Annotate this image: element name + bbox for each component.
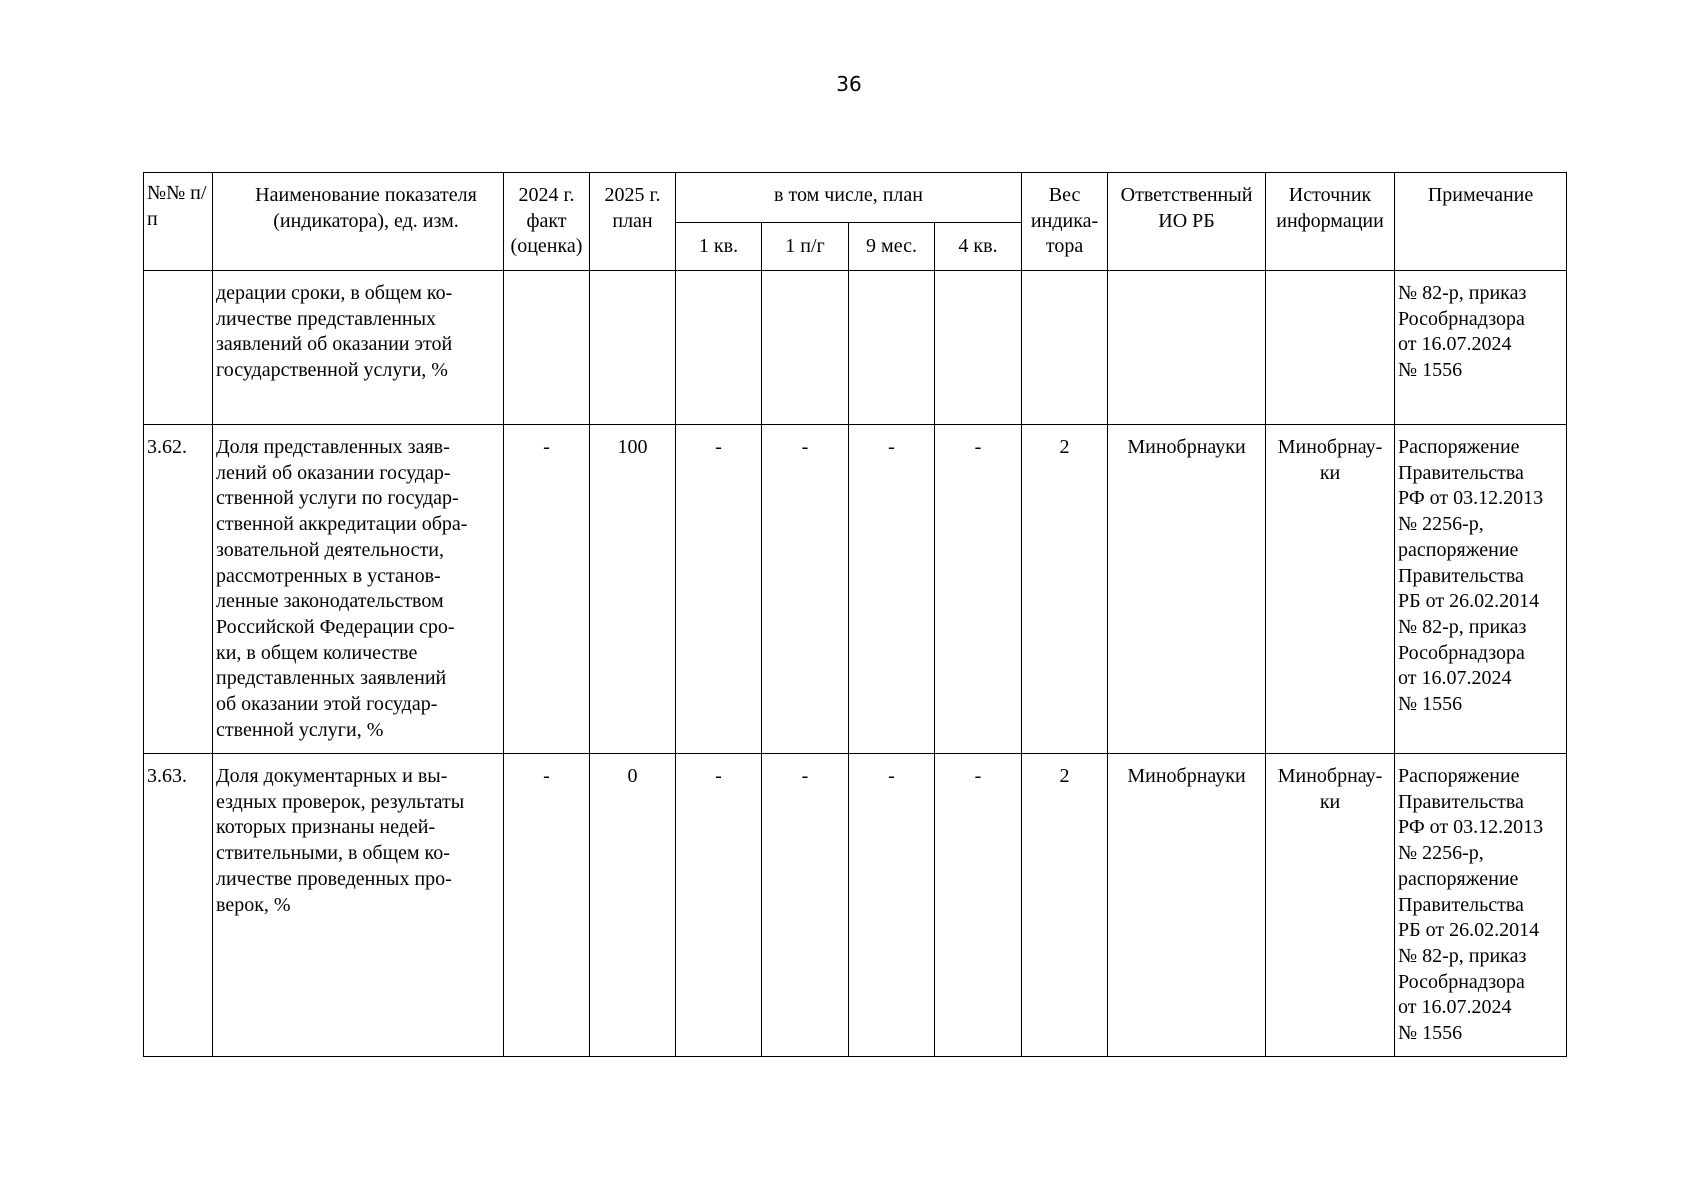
row-source [1266, 271, 1395, 425]
row-num: 3.63. [144, 754, 213, 1057]
row-weight: 2 [1022, 425, 1108, 754]
row-q1: - [676, 425, 762, 754]
header-h1: 1 п/г [762, 223, 849, 271]
row-note: № 82-р, приказ Рособрнадзора от 16.07.2024 № 1556 [1395, 271, 1567, 425]
header-row [144, 173, 1567, 223]
row-9m: - [849, 425, 935, 754]
row-responsible: Минобрнауки [1108, 754, 1266, 1057]
row-source: Минобрнау- ки [1266, 425, 1395, 754]
row-responsible: Минобрнауки [1108, 425, 1266, 754]
row-fact-2024 [504, 271, 590, 425]
header-fact-2024: 2024 г. факт (оценка) [504, 173, 590, 271]
row-responsible [1108, 271, 1266, 425]
header-responsible: Ответственный ИО РБ [1108, 173, 1266, 271]
header-num: №№ п/п [144, 173, 213, 271]
row-num [144, 271, 213, 425]
row-q1 [676, 271, 762, 425]
row-h1 [762, 271, 849, 425]
row-name: Доля представленных заяв- лений об оказании государ- ственной услуги по государ- ственной аккредитации обра- зовательной деятельности, рассмотренных в установ- ленные законодательством Российской Федерации сро- ки, в общем количестве представленных заявлений об оказании этой государ- ственной услуги, % [213, 425, 504, 754]
row-note: Распоряжение Правительства РФ от 03.12.2013 № 2256-р, распоряжение Правительства РБ от 26.02.2014 № 82-р, приказ Рособрнадзора от 16.07.2024 № 1556 [1395, 754, 1567, 1057]
row-name: дерации сроки, в общем ко- личестве представленных заявлений об оказании этой государственной услуги, % [213, 271, 504, 425]
row-q4: - [935, 425, 1022, 754]
header-including-plan: в том числе, план [676, 173, 1022, 223]
row-plan-2025: 100 [590, 425, 676, 754]
row-plan-2025: 0 [590, 754, 676, 1057]
row-fact-2024: - [504, 425, 590, 754]
indicators-table [143, 172, 1567, 1057]
row-weight: 2 [1022, 754, 1108, 1057]
table-row [144, 271, 1567, 425]
row-note: Распоряжение Правительства РФ от 03.12.2013 № 2256-р, распоряжение Правительства РБ от 26.02.2014 № 82-р, приказ Рособрнадзора от 16.07.2024 № 1556 [1395, 425, 1567, 754]
row-plan-2025 [590, 271, 676, 425]
table-row [144, 754, 1567, 1057]
header-9m: 9 мес. [849, 223, 935, 271]
row-name: Доля документарных и вы- ездных проверок, результаты которых признаны недей- ствительными, в общем ко- личестве проведенных про- верок, % [213, 754, 504, 1057]
header-note: Примечание [1395, 173, 1567, 271]
header-q4: 4 кв. [935, 223, 1022, 271]
row-q4 [935, 271, 1022, 425]
header-name: Наименование показателя (индикатора), ед. изм. [213, 173, 504, 271]
row-q4: - [935, 754, 1022, 1057]
row-num: 3.62. [144, 425, 213, 754]
page-number: 36 [836, 72, 862, 96]
row-fact-2024: - [504, 754, 590, 1057]
row-9m: - [849, 754, 935, 1057]
row-h1: - [762, 425, 849, 754]
table-row [144, 425, 1567, 754]
header-source: Источник информации [1266, 173, 1395, 271]
row-h1: - [762, 754, 849, 1057]
header-plan-2025: 2025 г. план [590, 173, 676, 271]
row-weight [1022, 271, 1108, 425]
header-q1: 1 кв. [676, 223, 762, 271]
row-9m [849, 271, 935, 425]
row-q1: - [676, 754, 762, 1057]
row-source: Минобрнау- ки [1266, 754, 1395, 1057]
header-weight: Вес индика-тора [1022, 173, 1108, 271]
